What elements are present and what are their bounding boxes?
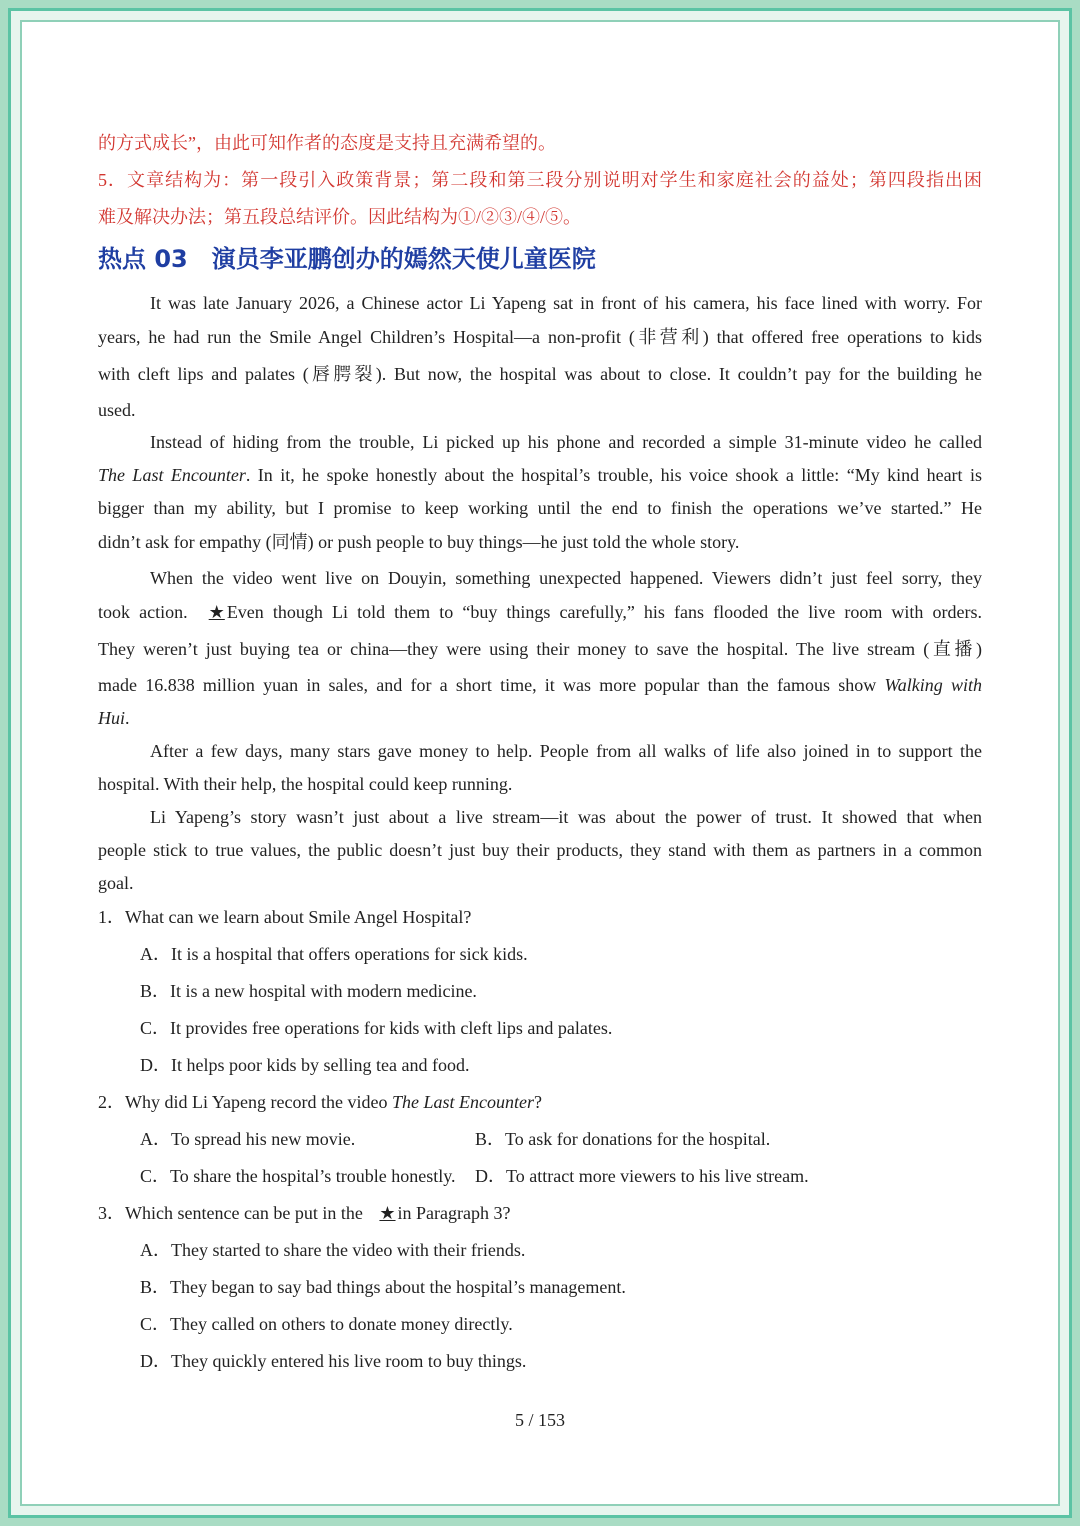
- p3-line-1: When the video went live on Douyin, something unexpected happened. Viewers didn’t just feel sorry, they: [150, 568, 982, 588]
- section-title: 演员李亚鹏创办的嫣然天使儿童医院: [211, 245, 596, 273]
- question-2-option-c[interactable]: C．To share the hospital’s trouble honestly.: [140, 1166, 456, 1186]
- p2-line-3: bigger than my ability, but I promise to keep working until the end to finish the operations we’ve started.” He: [98, 498, 982, 518]
- p3-line-3: They weren’t just buying tea or china—they were using their money to save the hospital. The live stream (直播): [98, 639, 982, 659]
- p5-line-2: people stick to true values, the public doesn’t just buy their products, they stand with them as partners in a common: [98, 840, 982, 860]
- section-number: 热点 03: [98, 245, 188, 273]
- star-blank: ★: [208, 602, 225, 622]
- question-1-stem: 1．What can we learn about Smile Angel Hospital?: [98, 907, 472, 927]
- star-blank-ref: ★: [379, 1203, 396, 1223]
- p1-line-2: years, he had run the Smile Angel Children’s Hospital—a non-profit (非营利) that offered free operations to kids: [98, 327, 982, 347]
- question-3-option-d[interactable]: D．They quickly entered his live room to buy things.: [140, 1351, 527, 1371]
- p1-line-3: with cleft lips and palates (唇腭裂). But now, the hospital was about to close. It couldn’t pay for the building he: [98, 364, 982, 384]
- question-2-option-d[interactable]: D．To attract more viewers to his live stream.: [475, 1166, 809, 1186]
- question-2-stem: 2．Why did Li Yapeng record the video The Last Encounter?: [98, 1092, 542, 1112]
- p2-line-2: The Last Encounter. In it, he spoke honestly about the hospital’s trouble, his voice shook a little: “My kind heart is: [98, 465, 982, 485]
- question-1-option-a[interactable]: A．It is a hospital that offers operations for sick kids.: [140, 944, 528, 964]
- question-3-option-b[interactable]: B．They began to say bad things about the hospital’s management.: [140, 1277, 626, 1297]
- p1-line-1: It was late January 2026, a Chinese actor Li Yapeng sat in front of his camera, his face lined with worry. For: [150, 293, 982, 313]
- show-title-part-1: Walking with: [884, 675, 982, 695]
- answer-line-2: 5．文章结构为：第一段引入政策背景；第二段和第三段分别说明对学生和家庭社会的益处；第四段指出困: [98, 170, 982, 190]
- section-heading: [98, 244, 982, 274]
- p2-line-1: Instead of hiding from the trouble, Li picked up his phone and recorded a simple 31-minute video he called: [150, 432, 982, 452]
- p3-line-2: took action. ★ Even though Li told them to “buy things carefully,” his fans flooded the live room with orders.: [98, 602, 982, 622]
- question-3-option-a[interactable]: A．They started to share the video with their friends.: [140, 1240, 526, 1260]
- question-1-option-b[interactable]: B．It is a new hospital with modern medicine.: [140, 981, 477, 1001]
- p2-line-4: didn’t ask for empathy (同情) or push people to buy things—he just told the whole story.: [98, 532, 740, 552]
- question-2-option-b[interactable]: B．To ask for donations for the hospital.: [475, 1129, 771, 1149]
- show-title-part-2: Hui: [98, 708, 125, 728]
- question-3-stem: 3．Which sentence can be put in the ★ in Paragraph 3?: [98, 1203, 511, 1223]
- p3-line-4: made 16.838 million yuan in sales, and for a short time, it was more popular than the famous show Walking with: [98, 675, 982, 695]
- p1-line-4: used.: [98, 400, 136, 420]
- question-1-option-c[interactable]: C．It provides free operations for kids with cleft lips and palates.: [140, 1018, 613, 1038]
- question-3-option-c[interactable]: C．They called on others to donate money directly.: [140, 1314, 513, 1334]
- p5-line-3: goal.: [98, 873, 134, 893]
- page-number: 5 / 153: [514, 1410, 565, 1430]
- p5-line-1: Li Yapeng’s story wasn’t just about a live stream—it was about the power of trust. It showed that when: [150, 807, 982, 827]
- p3-line-5: Hui.: [98, 708, 130, 728]
- answer-line-1: 的方式成长”，由此可知作者的态度是支持且充满希望的。: [98, 133, 556, 153]
- answer-line-3: 难及解决办法；第五段总结评价。因此结构为①/②③/④/⑤。: [98, 207, 582, 227]
- question-2-option-a[interactable]: A．To spread his new movie.: [140, 1129, 356, 1149]
- question-1-option-d[interactable]: D．It helps poor kids by selling tea and food.: [140, 1055, 470, 1075]
- video-title: The Last Encounter: [98, 465, 246, 485]
- p4-line-1: After a few days, many stars gave money to help. People from all walks of life also joined in to support the: [150, 741, 982, 761]
- p4-line-2: hospital. With their help, the hospital could keep running.: [98, 774, 513, 794]
